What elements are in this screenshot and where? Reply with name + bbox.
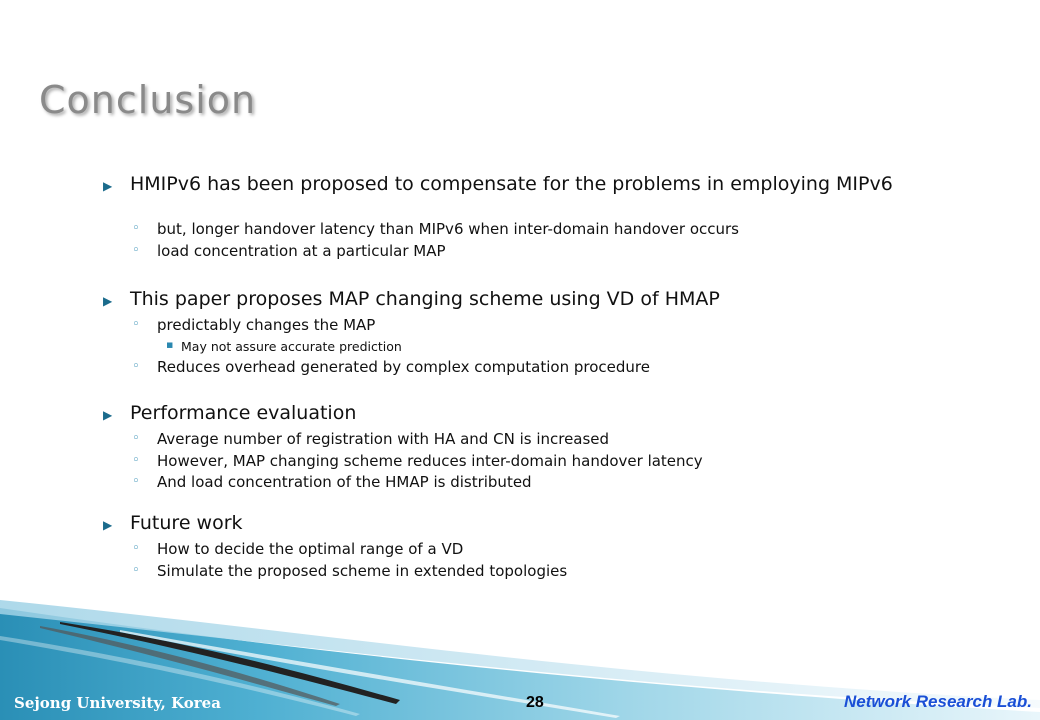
sub-bullet-text: but, longer handover latency than MIPv6 when inter-domain handover occurs xyxy=(157,220,739,238)
bullet-text: This paper proposes MAP changing scheme using VD of HMAP xyxy=(130,288,720,310)
sub-bullet-text: load concentration at a particular MAP xyxy=(157,242,446,260)
sub-bullet-item xyxy=(132,430,610,448)
bullet-text: Performance evaluation xyxy=(130,402,357,424)
sub-bullet-item xyxy=(132,242,446,260)
page-number: 28 xyxy=(526,694,544,711)
triangle-right-bullet-icon: ▶ xyxy=(103,408,113,422)
bullet-text: Future work xyxy=(130,512,243,534)
sub-bullet-item xyxy=(132,540,464,558)
bullet-item xyxy=(103,512,243,534)
ring-bullet-icon: ◦ xyxy=(132,359,140,374)
ring-bullet-icon: ◦ xyxy=(132,317,140,332)
sub-bullet-item xyxy=(132,473,532,491)
bullet-item xyxy=(103,402,357,424)
footer-university: Sejong University, Korea xyxy=(14,694,221,712)
ring-bullet-icon: ◦ xyxy=(132,453,140,468)
triangle-right-bullet-icon: ▶ xyxy=(103,294,113,308)
triangle-right-bullet-icon: ▶ xyxy=(103,518,113,532)
sub-bullet-item xyxy=(132,220,739,238)
sub-bullet-text: predictably changes the MAP xyxy=(157,316,376,334)
footer-lab-name: Network Research Lab. xyxy=(843,692,1032,711)
triangle-right-bullet-icon: ▶ xyxy=(103,179,113,193)
sub-bullet-text: How to decide the optimal range of a VD xyxy=(157,540,464,558)
sub-bullet-text: However, MAP changing scheme reduces inter-domain handover latency xyxy=(157,452,703,470)
bullet-item xyxy=(103,173,930,195)
sub-bullet-text: Average number of registration with HA and CN is increased xyxy=(157,430,610,448)
sub-bullet-item xyxy=(132,452,703,470)
bullet-item xyxy=(103,288,720,310)
ring-bullet-icon: ◦ xyxy=(132,541,140,556)
bullet-text: HMIPv6 has been proposed to compensate for the problems in employing MIPv6 xyxy=(130,173,893,195)
sub-bullet-text: Reduces overhead generated by complex computation procedure xyxy=(157,358,650,376)
sub-bullet-item xyxy=(132,358,650,376)
ring-bullet-icon: ◦ xyxy=(132,431,140,446)
sub-sub-bullet-text: May not assure accurate prediction xyxy=(181,339,402,354)
sub-bullet-text: Simulate the proposed scheme in extended topologies xyxy=(157,562,568,580)
small-square-bullet-icon: ▪ xyxy=(166,338,174,351)
sub-sub-bullet-item xyxy=(166,338,402,354)
sub-bullet-text: And load concentration of the HMAP is distributed xyxy=(157,473,532,491)
sub-bullet-item xyxy=(132,562,568,580)
sub-bullet-item xyxy=(132,316,376,334)
ring-bullet-icon: ◦ xyxy=(132,563,140,578)
ring-bullet-icon: ◦ xyxy=(132,221,140,236)
ring-bullet-icon: ◦ xyxy=(132,243,140,258)
ring-bullet-icon: ◦ xyxy=(132,474,140,489)
slide-title: Conclusion xyxy=(39,78,257,122)
